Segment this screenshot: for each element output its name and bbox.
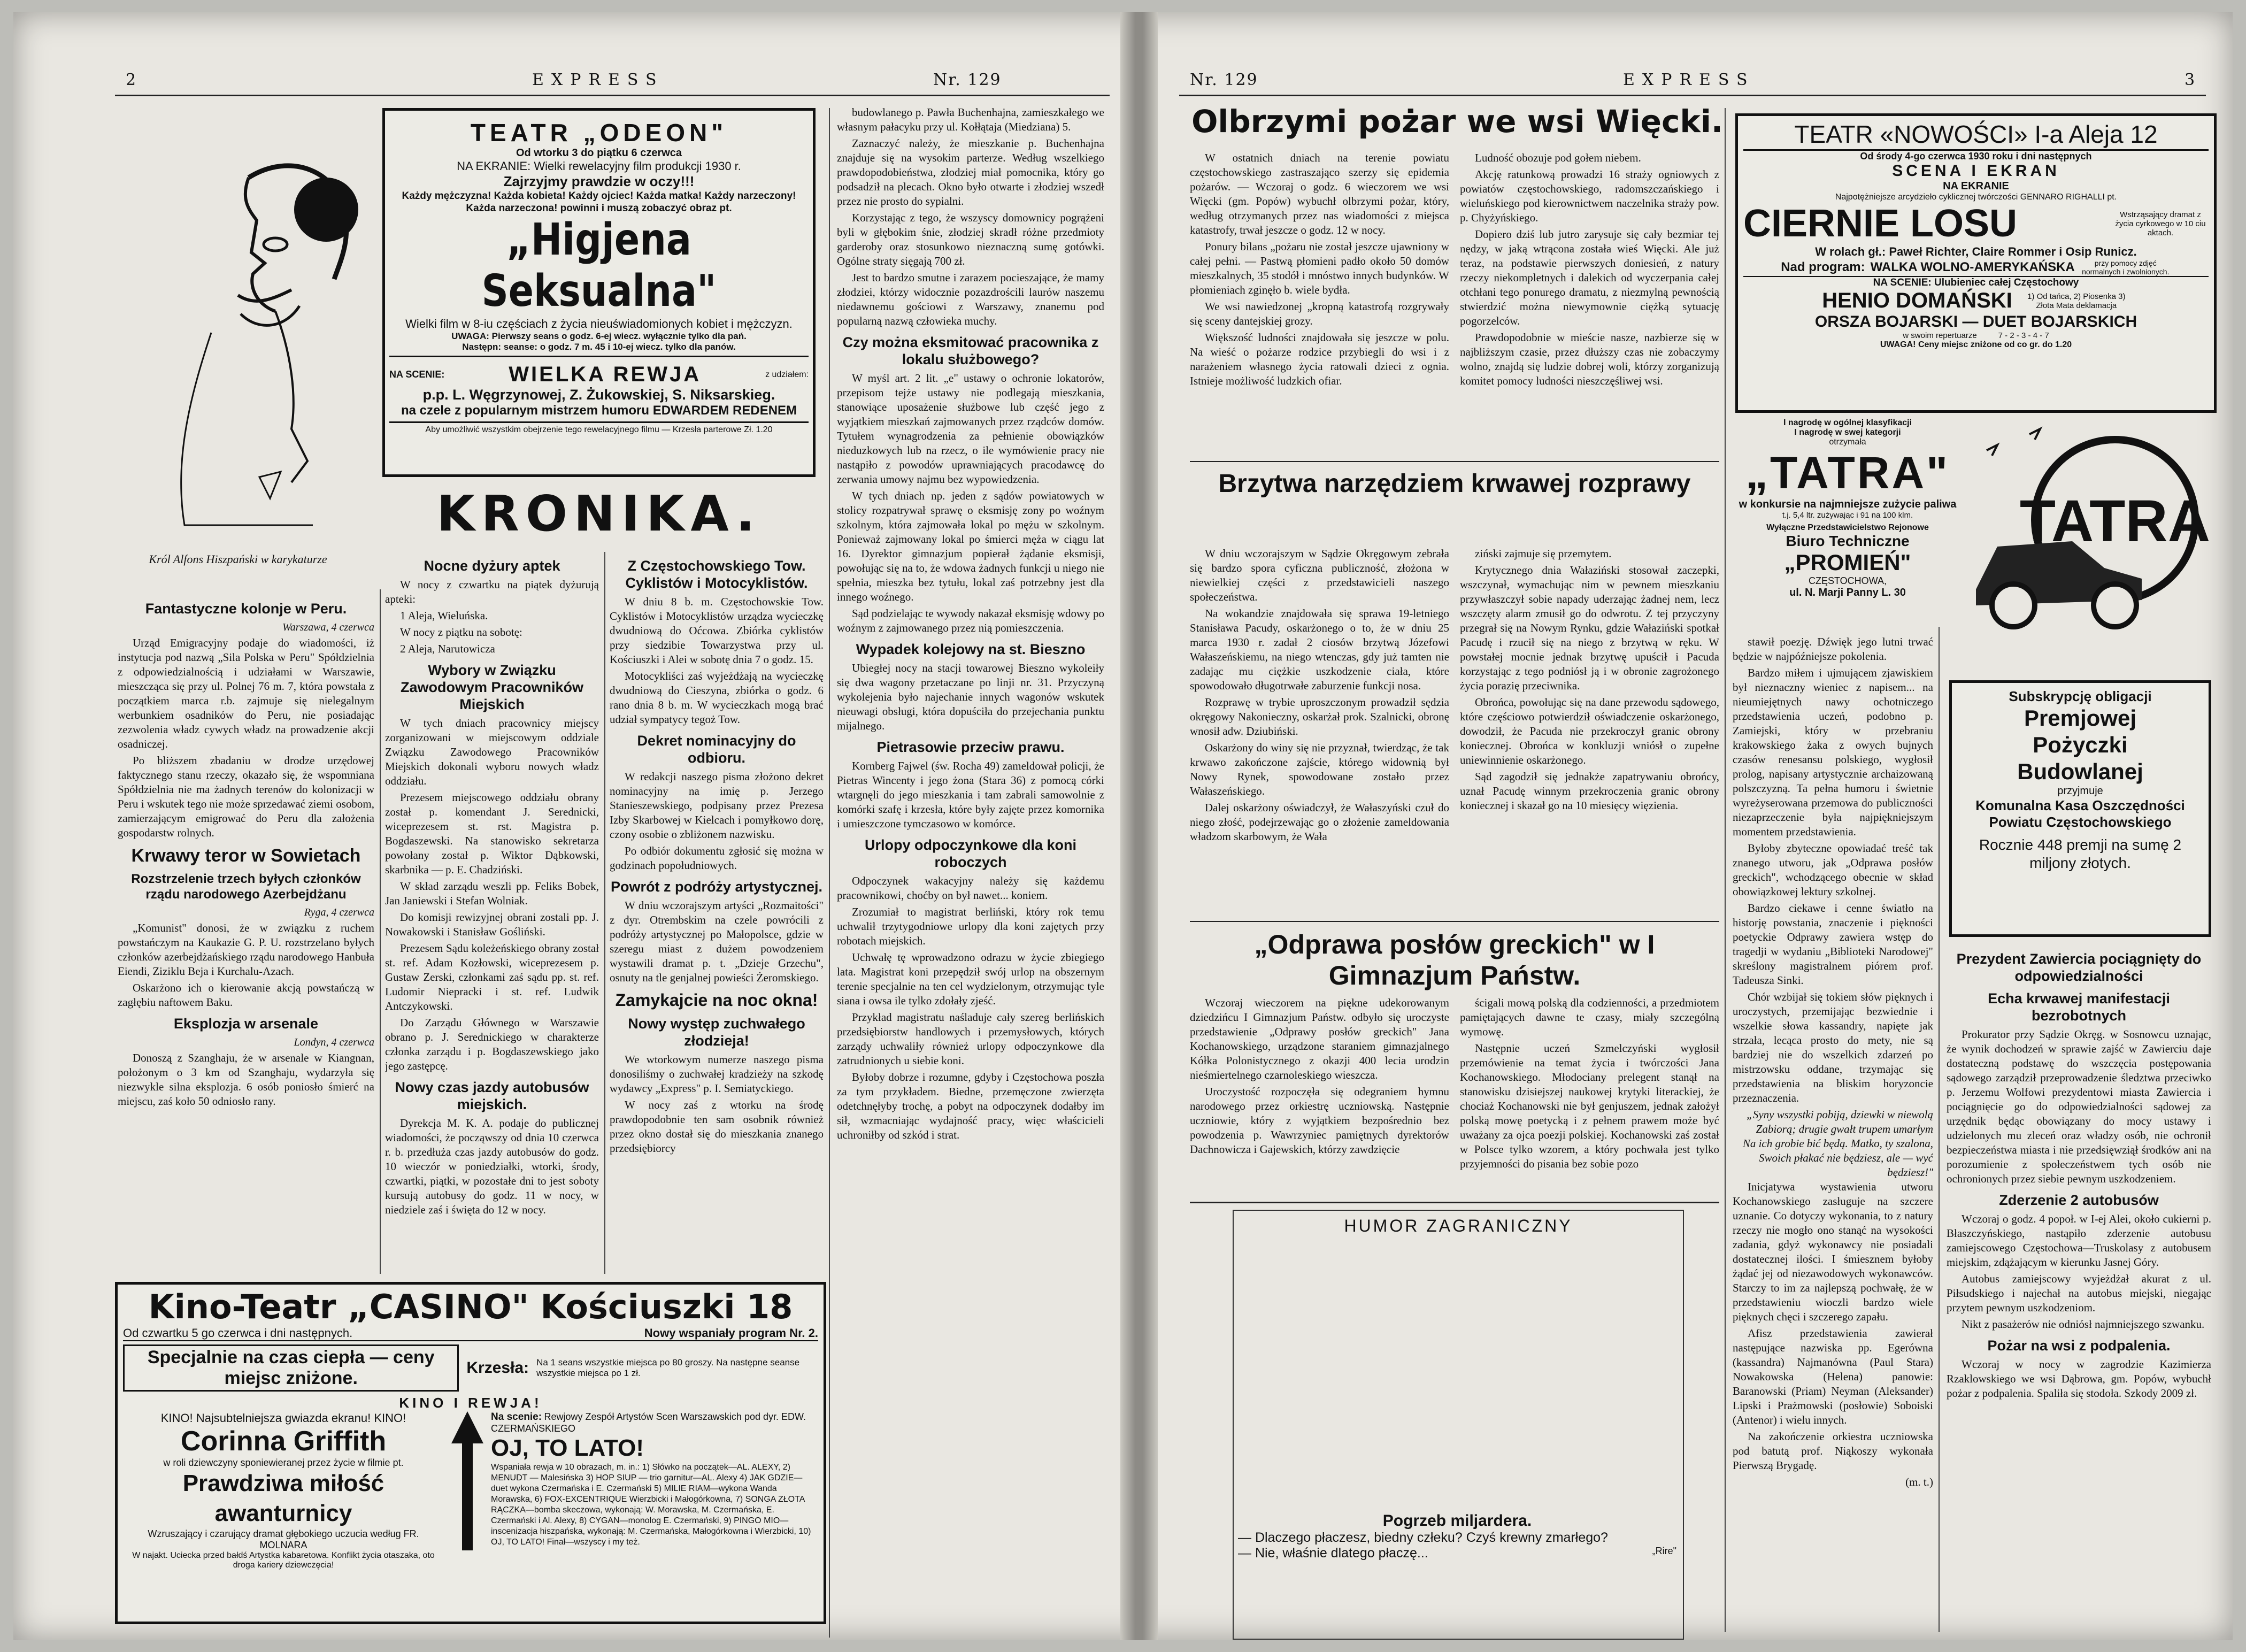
right-news-column	[1947, 945, 2211, 1630]
headline-pietrasowie: Pietrasowie przeciw prawu.	[876, 739, 1065, 755]
zderzenie-paragraph-1: Wczoraj o godz. 4 popoł. w I-ej Alei, około cukierni p. Błaszczyńskiego, nastąpiło zderzenie autobusu zamiejscowego Częstochowa—Truskolasy z autobusem miejskim, zdążającym w kierunku Jasnej Góry.	[1947, 1212, 2211, 1269]
column-rule	[1939, 627, 1940, 1632]
pozar-paragraph-6: Akcję ratunkową prowadzi 16 straży ogniowych z powiatów częstochowskiego, radomszczańskiego i wieluńskiego pod kierownictwem naczelnika straży pow. p. Chyżyńskiego.	[1460, 168, 1719, 224]
obligacje-bank-2: Powiatu Częstochowskiego	[1989, 814, 2172, 830]
nowosci-stage: NA SCENIE: Ulubieniec całej Częstochowy	[1743, 276, 2209, 289]
page-number: 2	[126, 71, 136, 89]
pozar-column-1	[1190, 151, 1449, 450]
tatra-address: ul. N. Marji Panny L. 30	[1789, 587, 1906, 598]
odprawa-paragraph-10: Inicjatywa wystawienia utworu Kochanowskiego zasługuje na szczere uznanie. Co dotyczy wykonania, to z natury rzeczy nie mogło ono stanąć na wysokości zadania, gdyż wykonawcy nie posiadali dostatecznej ilości. I śmiesznem byłoby żądać jej od niezawodowych wykonawców. Starczy to im za najlepszą pochwałę, że w przedstawieniu wioczli bardzo wiele pięknych chęci i szczerego zapału.	[1733, 1180, 1933, 1323]
casino-film-sub: Wzruszający i czarujący dramat głębokiego uczucia według FR. MOLNARA	[148, 1528, 419, 1550]
autobusy-paragraph: Dyrekcja M. K. A. podaje do publicznej wiadomości, że począwszy od dnia 10 czerwca r. b. przedłuża czas jazdy autobusów do godz. 10 wieczór w poniedziałki, wtorki, środy, czwartki, piątki, w pozostałe dni to jest soboty kursują autobusy do godz. 11 w nocy, w niedziele zaś i święta do 12 w nocy.	[385, 1117, 599, 1216]
zamykajcie-paragraph-5: Jest to bardzo smutne i zarazem pocieszające, że mamy złodziei, którzy widocznie pozazdrościli laurów naszemu niedawnemu gościowi z Warszawy, znanemu pod popularną nazwą człowieka muchy.	[837, 271, 1104, 327]
brzytwa-paragraph-6: ziński zajmuje się przemytem.	[1475, 547, 1612, 560]
nowosci-na-ekranie: NA EKRANIE	[1943, 180, 2009, 192]
obligacje-accepts: przyjmuje	[2057, 785, 2103, 797]
page-number: 3	[2185, 71, 2195, 89]
odeon-stage-title: WIELKA REWJA	[509, 363, 702, 386]
odeon-stage-footer: Aby umożliwić wszystkim obejrzenie tego rewelacyjnego filmu — Krzesła parterowe Zł. 1.20	[389, 421, 809, 435]
humor-dialogue-1: — Dlaczego płaczesz, biedny człeku? Czyś krewny zmarłego?	[1238, 1530, 1608, 1545]
odeon-stage-host: na czele z popularnym mistrzem humoru EDWARDEM REDENEM	[401, 403, 797, 418]
prezydent-paragraph: Prokurator przy Sądzie Okręg. w Sosnowcu uznając, że wynik dochodzeń w sprawie zajść w Zawierciu daje dostateczną podstawę do wszczęcia postępowania sądowego zarządził przeprowadzenie śledztwa przeciwko p. Jerzemu Wolfowi prezydentowi miasta Zawiercia i pociągnięcie go do odpowiedzialności sądowej za urzędnik będąc obowiązany do mocy ustawy i udzielonych mu zleceń oraz władzy osób, nie ochronił bezpieczeństwa miasta i nie przedsięwziął środków ani na porozumienie z społeczeństwem tych osób nie ochronionych przez siebie pewnym uszkodzeniem.	[1947, 1028, 2211, 1185]
pozar-paragraph-4: Większość ludności znajdowała się jeszcze w polu. Na wieść o pożarze rodzice przybiegli do wsi i z narażeniem własnego życia ratowali dzieci z ognia. Istnieje możliwość ludzkich ofiar.	[1190, 331, 1449, 387]
column-rule	[1725, 108, 1726, 1632]
humor-box	[1233, 1210, 1684, 1640]
tatra-brand: „TATRA"	[1745, 448, 1950, 498]
nowosci-cast: W rolach gł.: Paweł Richter, Claire Rommer i Osip Runicz.	[1815, 245, 2137, 258]
headline-prezydent-sub: Echa krwawej manifestacji bezrobotnych	[1988, 990, 2170, 1024]
odprawa-paragraph-9: Chór wzbijał się tokiem słów pięknych i uroczystych, przemijając bezwiednie i wszelkie słowa kassandry, napięte jak strzała, lecąca prosto do mety, nie są bardziej nie do wszelkich zdarzeń po mistrzowsku oddane, trzymając się przedstawienia na bliskim horyzoncie przeznaczenia.	[1733, 990, 1933, 1104]
nowosci-duo-sub: w swoim repertuarze	[1903, 331, 1977, 340]
masthead: EXPRESS	[532, 71, 664, 89]
obligacje-name-2: Pożyczki	[2033, 732, 2128, 757]
kronika-title: KRONIKA.	[436, 485, 762, 542]
nowosci-star-side: 1) Od tańca, 2) Piosenka 3) Złota Mata deklamacja	[2027, 291, 2126, 310]
odprawa-signature: (m. t.)	[1905, 1476, 1933, 1488]
odprawa-column-1	[1190, 996, 1449, 1199]
nowosci-dates: Od środy 4-go czerwca 1930 roku i dni następnych	[1860, 151, 2092, 162]
nowosci-star: HENIO DOMAŃSKI	[1822, 289, 2012, 312]
pozar-paragraph-8: Prawdopodobnie w mieście nasze, nazbierze się w najbliższym czasie, przez dłuższy czas nie zobaczymy wolno, znajdą się ludzie dobrej woli, którzy zorganizują komitet pomocy ludności nieszczęśliwej wsi.	[1460, 331, 1719, 387]
obligacje-lead: Subskrypcję obligacji	[2009, 688, 2152, 704]
tatra-bureau: Biuro Techniczne	[1786, 533, 1910, 549]
ad-teatr-nowosci	[1735, 113, 2217, 413]
pozar-column-2	[1460, 151, 1719, 450]
caricature-caption: Król Alfons Hiszpański w karykaturze	[149, 552, 327, 566]
pozar-wies-paragraph: Wczoraj w nocy w zagrodzie Kazimierza Rzaklowskiego we wsi Dąbrowa, gm. Popów, wybuchł pożar z podpalenia. Spaliła się stodoła. Szkody 2009 zł.	[1947, 1358, 2211, 1400]
eksmisja-paragraph-1: W myśl art. 2 lit. „e" ustawy o ochronie lokatorów, przepisom tejże ustawy nie podlegają mieszkania, stanowiące uposażenie służbowe lub część jego z wyjątkiem mieszkań zajmowanych przez rządców domów. Tytułem wynagrodzenia za pełnienie obowiązków nieduzkowych lub na rzecz, o ile wymówienie pracy nie nastąpiło z powodów uprawniających pracodawcę do zerwania umowy najmu bez wypowiedzenia.	[837, 372, 1104, 486]
casino-film-extra: W najakt. Uciecka przed bałdś Artystka kabaretowa. Konflikt życia otaszaka, oto droga kariery dziewczęcia!	[132, 1551, 435, 1570]
issue-number: Nr. 129	[933, 71, 1002, 89]
brzytwa-paragraph-7: Krytycznego dnia Wałaziński stosował zaczepki, wszczynał, wymachując nim w pewnem mieszkaniu przywłaszczył sobie napady uderzając żadnej nem, lecz wszczęty alarm zmusił go do odwrotu. Z tej przyczyny przegrał się na Nowym Rynku, gdzie Wałaziński spotkał Pacudę i rzucił się na niego z brzytwą w ręku. W powstałej mocnie jednak brzytwę upuścił i Pacuda korzystając z tego podniósł ją i w obronie zagrożonego życia porazię przeciwnika.	[1460, 564, 1719, 692]
casino-star: Corinna Griffith	[180, 1426, 387, 1457]
headline-autobusy: Nowy czas jazdy autobusów miejskich.	[395, 1079, 589, 1112]
verse-line-3: Na ich grobie bić będą. Matko, ty szalona,	[1742, 1137, 1933, 1150]
odeon-stage-cast: p.p. L. Węgrzynowej, Z. Żukowskiej, S. Niksarskieg.	[422, 387, 775, 403]
headline-teror-sub: Rozstrzelenie trzech byłych członków rządu narodowego Azerbejdżanu	[131, 872, 361, 902]
odeon-line1: NA EKRANIE: Wielki rewelacyjny film produkcji 1930 r.	[457, 159, 741, 173]
dekret-paragraph-2: Po odbiór dokumentu zgłosić się można w godzinach popołudniowych.	[610, 844, 824, 872]
brzytwa-paragraph-3: Rozprawę w trybie uproszczonym prowadził sędzia okręgowy Nakonieczny, oskarżał prok. Szalnicki, obronę wnosił adw. Dziubiński.	[1190, 696, 1449, 737]
powrot-paragraph: W dniu wczorajszym artyści „Rozmaitości" z dyr. Otrembskim na czele powrócili z podróży artystycznej po Małopolsce, gdzie w szeregu miast z dużem powodzeniem wystawili dramat p. t. „Dzieje Grzechu", osnuty na tle genjalnej powieści Żeromskiego.	[610, 899, 824, 984]
casino-kino: KINO! Najsubtelniejsza gwiazda ekranu! KINO!	[160, 1411, 406, 1425]
zamykajcie-paragraph-2: W nocy zaś z wtorku na środę prawdopodobnie ten sam osobnik również przez okno dostał się do mieszkania znanego przedsiębiorcy	[610, 1098, 824, 1155]
section-rule	[1190, 461, 1719, 462]
tatra-car-logo-image	[1965, 418, 2217, 632]
humor-credit: „Rire"	[1652, 1546, 1676, 1556]
tatra-contest: w konkursie na najmniejsze zużycie paliwa	[1739, 498, 1957, 510]
headline-odprawa: „Odprawa posłów greckich" w I Gimnazjum Państw.	[1254, 929, 1655, 990]
teror-paragraph-2: Oskarżono ich o kierowanie akcją powstańczą w zagłębiu naftowem Baku.	[118, 981, 374, 1009]
headline-cyklisci: Z Częstochowskiego Tow. Cyklistów i Motocyklistów.	[625, 558, 808, 591]
casino-show-desc: Wspaniała rewja w 10 obrazach, m. in.: 1) Słówko na początek—AL. ALEXY, 2) MENUDT — Malesińska 3) HOP SIUP — trio garnitur—AL. Alexy 4) JAK GDZIE—duet wykona Czermańska i E. Czermański 5) MILIE RIAM—wykona Wanda Morawska, 6) FOX-EXCENTRIQUE Wierzbicki i Małogórkowna, 7) SONGA ZŁOTA RĄCZKA—bomba skeczowa, wykonają: W. Morawska, M. Czermańska, E. Czermański i Al. Alexy, 8) CYGAN—monolog E. Czermański, 9) PINGO MIO—inscenizacja hiszpańska, wykonają: M. Czermańska, Małogórkowna i Wierzbicki, 10) OJ, TO LATO! Finał—wszyscy i my też.	[491, 1463, 811, 1547]
odeon-line4: Wielki film w 8-iu częściach z życia nieuświadomionych kobiet i mężczyzn.	[405, 317, 793, 331]
casino-film-desc: w roli dziewczyny sponiewieranej przez życie w filmie pt.	[163, 1457, 404, 1468]
nowosci-film-title: CIERNIE LOSU	[1743, 202, 2018, 245]
humor-dialogue-2: — Nie, właśnie dlatego płaczę...	[1238, 1546, 1428, 1561]
headline-wybory: Wybory w Związku Zawodowym Pracowników Miejskich	[400, 662, 584, 712]
urlopy-paragraph-2: Zrozumiał to magistrat berliński, który rok temu uchwalił trzytygodniowe urlopy dla koni zajętych przy robotach miejskich.	[837, 905, 1104, 947]
nowosci-note: UWAGA! Ceny miejsc zniżone od co gr. do 1.20	[1880, 340, 2072, 349]
left-page	[13, 12, 1120, 1640]
odprawa-paragraph-4: Następnie uczeń Szmelczyński wygłosił przemówienie na temat życia i twórczości Jana Kochanowskiego. Młodociany prelegent stanął na stanowisku dzisiejszej naukowej krytyki literackiej, że chociaż Kochanowski nie był genjuszem, jednak założył polską mowę poetycką i z pełnem prawem może być uważany za ojca poezji polskiej. Kochanowski zaś został w Polsce tylko wzorem, a który pochwała jest tylko przyjemności do pisania bez sobie pozo	[1460, 1042, 1719, 1170]
headline-zamykajcie-sub: Nowy występ zuchwałego złodzieja!	[628, 1016, 805, 1049]
section-rule	[1190, 921, 1719, 922]
odeon-line6: Następn: seanse: o godz. 7 m. 45 i 10-ej wiecz. tylko dla panów.	[389, 342, 809, 357]
arrow-up-icon	[451, 1411, 483, 1550]
column-4	[837, 105, 1104, 1624]
headline-prezydent: Prezydent Zawiercia pociągnięty do odpowiedzialności	[1956, 951, 2202, 984]
zderzenie-paragraph-3: Nikt z pasażerów nie odniósł najmniejszego szwanku.	[1962, 1318, 2205, 1331]
ad-tatra	[1735, 418, 2217, 632]
casino-film-title: Prawdziwa miłość awanturnicy	[182, 1470, 384, 1526]
pozar-paragraph-3: We wsi nawiedzonej „kropną katastrofą rozgrywały się sceny dantejskiej grozy.	[1190, 300, 1449, 327]
tatra-consumption: t.j. 5,4 ltr. zużywając i 91 na 100 klm.	[1782, 511, 1913, 520]
wypadek-paragraph: Ubiegłej nocy na stacji towarowej Bieszno wykoleiły się dwa wagony przetaczane po linji nr. 31. Przyczyną wykolejenia było najechanie innych wagonów wskutek nieuwagi obsługi, która dopuściła do przejechania punktu mijalnego.	[837, 662, 1104, 732]
wybory-paragraph-1: W tych dniach pracownicy miejscy zorganizowani w miejscowym oddziale Związku Zawodowego Pracowników Miejskich dokonali wyboru nowych władz oddziału.	[385, 717, 599, 787]
brzytwa-paragraph-8: Obrońca, powołując się na dane przewodu sądowego, które częściowo potwierdził oświadczenie oskarżonego, dowodził, że Pacuda nie przekroczył granic obrony koniecznej. Obrońca w konkluzji wniósł o zupełne uniewinnienie oskarżonego.	[1460, 696, 1719, 766]
odprawa-continued-column	[1733, 635, 1933, 1630]
headline-urlopy: Urlopy odpoczynkowe dla koni roboczych	[864, 837, 1077, 870]
tatra-company: „PROMIEŃ"	[1784, 550, 1911, 575]
zamykajcie-paragraph-4: Korzystając z tego, że wszyscy domownicy pogrążeni byli w głębokim śnie, złodziej skradł różne przedmioty garderoby oraz stosunkowo nieznaczną sumę gotówki. Ogólne straty sięgają 700 zł.	[837, 211, 1104, 267]
nowosci-duo-side: 7 - 2 - 3 - 4 - 7	[1998, 331, 2049, 340]
wybory-paragraph-6: Do Zarządu Głównego w Warszawie obrano p. J. Serednickiego w charakterze członka zarządu i p. Bogdaszewskiego jako jego zastępcę.	[385, 1016, 599, 1072]
casino-chairs-label: Krzesła:	[466, 1359, 529, 1377]
pozar-paragraph-7: Dopiero dziś lub jutro zarysuje się cały bezmiar tej nędzy, w jaką wtrącona została wieś Więcki. Ale już teraz, na podstawie pierwszych doniesień, z natury rzeczy niekompletnych i dalekich od wyczerpania całej otchłani tego ponurego dramatu, z niezmylną pewnością stwierdzić można niewymownie ciężką sytuację pogorzelców.	[1460, 228, 1719, 327]
eksmisja-paragraph-3: Sąd podzielając te wywody nakazał eksmisję wdowy po woźnym z zajmowanego przez nią pomieszczenia.	[837, 607, 1104, 634]
urlopy-paragraph-5: Byłoby dobrze i rozumne, gdyby i Częstochowa poszła za tym przykładem. Biedne, przemęczone zwierzęta odetchnęłyby trochę, a pobyt na odpoczynek dodałby im sił, wzmacniając wydajność pracy, więc właścicieli uchroniłby od szkód i strat.	[837, 1071, 1104, 1141]
nowosci-lead: Najpotężniejsze arcydzieło cyklicznej twórczości GENNARO RIGHALLI pt.	[1835, 193, 2117, 202]
urlopy-paragraph-3: Uchwałę tę wprowadzono odrazu w życie zbiegiego lata. Magistrat koni przepędził swój urlop na obszernym terenie specjalnie na ten cel wydzielonym, otrzymując tyle siana i owsa ile tylko zdołały zjeść.	[837, 951, 1104, 1007]
ad-obligacje	[1949, 680, 2211, 937]
pozar-paragraph-1: W ostatnich dniach na terenie powiatu częstochowskiego zastraszająco szerzy się epidemia pożarów. — Wczoraj o godz. 6 wieczorem we wsi Więcki (gm. Popów) wybuchł olbrzymi pożar, który, według otrzymanych przez nas wiadomości z miejsca katastrofy, trwał jeszcze o godz. 12 w nocy.	[1190, 151, 1449, 236]
urlopy-paragraph-4: Przykład magistratu naśladuje cały szereg berlińskich przedsiębiorstw handlowych i przemysłowych, których zarządy uchwaliły również urlopy odpoczynkowe dla zatrudnionych u siebie koni.	[837, 1011, 1104, 1067]
wybory-paragraph-3: W skład zarządu weszli pp. Feliks Bobek, Jan Janiewski i Stefan Wolniak.	[385, 880, 599, 907]
headline-pozar: Olbrzymi pożar we wsi Więcki.	[1191, 103, 1723, 140]
casino-stage-label: Na scenie:	[491, 1411, 542, 1423]
headline-apteki: Nocne dyżury aptek	[424, 558, 560, 574]
dateline-londyn: Londyn, 4 czerwca	[294, 1036, 374, 1048]
column-3	[610, 552, 824, 1274]
nowosci-title: TEATR «NOWOŚCI» I-a Aleja 12	[1743, 119, 2209, 151]
masthead: EXPRESS	[1623, 71, 1755, 89]
verse-line-1: „Syny wszystki pobiją, dziewki w niewolą	[1747, 1108, 1933, 1121]
pozar-paragraph-2: Ponury bilans „pożaru nie został jeszcze ujawniony w całej pełni. — Pastwą płomieni padło około 50 domów mieszkalnych, 35 stodół i mnóstwo innych budynków. W płomieniach zginęło b. wiele bydła.	[1190, 240, 1449, 296]
headline-eksmisja: Czy można eksmitować pracownika z lokalu służbowego?	[842, 334, 1099, 367]
headline-zamykajcie: Zamykajcie na noc okna!	[615, 990, 818, 1010]
tatra-award-2: I nagrodę w swej kategorji	[1794, 428, 1901, 437]
odprawa-paragraph-2: Uroczystość rozpoczęła się odegraniem hymnu narodowego przez orkiestrę uczniowską. Następnie uczniowie, który z wyjątkiem bezpośrednio bez powodzenia p. Wawrzyniec pamiętnych dyrektorów Dachnowicza i Gajewskich, którzy zawdzięcie	[1190, 1085, 1449, 1156]
headline-powrot: Powrót z podróży artystycznej.	[610, 879, 823, 895]
odprawa-paragraph-3: ścigali mową polską dla codzienności, a przedmiotem pamiętających dawne te czasy, miały szczególną wymowę.	[1460, 996, 1719, 1038]
header-rule	[1179, 95, 2206, 96]
teror-paragraph-1: „Komunist" donosi, że w związku z ruchem powstańczym na Kaukazie G. P. U. rozstrzelano byłych członków azerbejdżańskiego rządu narodowego Hanbuła Eiendi, Ziziklu Beja i Kurchalu-Azach.	[118, 921, 374, 978]
column-rule	[380, 589, 381, 1274]
nowosci-program-side: przy pomocy zdjęć normalnych i zwolnionych.	[2082, 259, 2170, 276]
tatra-city: CZĘSTOCHOWA,	[1808, 575, 1887, 586]
casino-special: Specjalnie na czas ciepła — ceny miejsc zniżone.	[123, 1344, 459, 1392]
tatra-award-3: otrzymała	[1829, 437, 1866, 447]
humor-caption-title: Pogrzeb miljardera.	[1382, 1512, 1532, 1530]
headline-teror: Krwawy teror w Sowietach	[131, 846, 361, 866]
section-rule	[1190, 1202, 1719, 1203]
odeon-stage-label: NA SCENIE:	[389, 369, 445, 380]
zamykajcie-paragraph-1: We wtorkowym numerze naszego pisma donosiliśmy o zuchwałej kradzieży na szkodę wydawcy „Express" p. I. Semiatyckiego.	[610, 1053, 824, 1095]
headline-zderzenie: Zderzenie 2 autobusów	[1999, 1192, 2159, 1208]
header-rule	[115, 95, 1110, 96]
brzytwa-paragraph-9: Sąd zagodził się jednakże zapatrywaniu obrońcy, uznał Pacudę winnym przekroczenia granic obrony koniecznej i skazał go na 10 miesięcy więzienia.	[1460, 770, 1719, 812]
odeon-stage-with: z udziałem:	[765, 370, 809, 379]
obligacje-bank-1: Komunalna Kasa Oszczędności	[1975, 797, 2185, 813]
nowosci-duo: ORSZA BOJARSKI — DUET BOJARSKICH	[1814, 313, 2137, 331]
eksplozja-paragraph: Donoszą z Szanghaju, że w arsenale w Kiangnan, położonym o 3 km od Szanghaju, wydarzyła się niezwykle silna eksplozja. 6 osób poniosło śmierć na miejscu, zaś koło 50 odniosło rany.	[118, 1051, 374, 1108]
wybory-paragraph-2: Prezesem miejscowego oddziału obrany został p. komendant J. Serednicki, wiceprezesem st. rst. Magistra p. Bogdaszewski. Na stanowisko sekretarza powołany został p. Wiktor Dąbkowski, skarbnika — p. E. Chadziński.	[385, 791, 599, 876]
newspaper-spread	[13, 12, 2233, 1640]
casino-stage: Rewjowy Zespół Artystów Scen Warszawskich pod dyr. EDW. CZERMAŃSKIEGO	[491, 1411, 806, 1434]
tatra-logo-text: TATRA	[2019, 488, 2211, 554]
odprawa-column-2	[1460, 996, 1719, 1199]
zamykajcie-paragraph-3: Zaznaczyć należy, że mieszkanie p. Buchenhajna znajduje się na wysokim parterze. Według wszelkiego prawdopodobieństwa, złodziej miał pomocnika, który go podsadził na plecach. Okno było otwarte i złodziej wszedł przez nie prosto do sypialni.	[837, 137, 1104, 208]
tatra-award-1: I nagrodę w ogólnej klasyfikacji	[1783, 418, 1912, 427]
headline-brzytwa: Brzytwa narzędziem krwawej rozprawy	[1218, 470, 1691, 498]
headline-eksplozja: Eksplozja w arsenale	[173, 1016, 319, 1032]
apteki-paragraph-1: W nocy z czwartku na piątek dyżurują apteki:	[385, 578, 599, 605]
zderzenie-paragraph-2: Autobus zamiejscowy wyjeżdżał akurat z ul. Piłsudskiego i najechał na autobus miejski, niegając przytem pewnym uszkodzeniom.	[1947, 1272, 2211, 1314]
headline-dekret: Dekret nominacyjny do odbioru.	[637, 733, 796, 766]
verse-line-2: Zabiorą; drugie gwałt trupem umarłym	[1756, 1123, 1933, 1135]
pietrasowie-paragraph: Kornberg Fajwel (św. Rocha 49) zameldował policji, że Pietras Wincenty i jego żona (Stara 36) z pomocą córki wtargnęli do jego mieszkania i tam zabrali samowolnie z komórki szafę i krzesła, które były zajęte przez komornika i umieszczone tymczasowo w komórce.	[837, 759, 1104, 830]
headline-pozar-wies: Pożar na wsi z podpalenia.	[1987, 1338, 2171, 1354]
eksmisja-paragraph-2: W tych dniach np. jeden z sądów powiatowych w stolicy rozpatrywał sprawę o eksmisję zony po woźnym szkolnym, która zajmowała lokal po mężu w szkolnym. Ponieważ zajmowany lokal po śmierci męża w ciągu lat 16. Dyrektor gimnazjum popierał żądanie eksmisji, powołując się na to, że wdowa żadnych funkcji u niego nie spełnia, mieszka bez tytułu, lokal zaś potrzebny jest dla innego woźnego.	[837, 489, 1104, 603]
verse-line-4: Swoich płakać nie będziesz, ale — wyć będziesz!"	[1758, 1151, 1933, 1179]
humor-title: HUMOR ZAGRANICZNY	[1344, 1216, 1573, 1235]
dekret-paragraph-1: W redakcji naszego pisma złożono dekret nominacyjny na imię p. Jerzego Stanieszewskiego, podpisany przez Prezesa Izby Skarbowej w Kielcach i pomyłkowo dorę, czony osobie o zbliżonem nazwisku.	[610, 770, 824, 841]
ad-kino-casino	[115, 1282, 826, 1624]
issue-number: Nr. 129	[1190, 71, 1258, 89]
column-rule	[604, 552, 605, 1274]
page-gutter	[1120, 12, 1158, 1640]
nowosci-film-side: Wstrząsający dramat z życia cyrkowego w 10 ciu aktach.	[2115, 210, 2206, 237]
obligacje-yearly: Rocznie 448 premji na sumę 2 miljony złotych.	[1979, 836, 2182, 871]
casino-dates: Od czwartku 5 go czerwca i dni następnych.	[123, 1326, 353, 1340]
dateline-ryga: Ryga, 4 czerwca	[304, 906, 374, 918]
casino-show-title: OJ, TO LATO!	[491, 1435, 644, 1461]
brzytwa-column-1	[1190, 547, 1449, 921]
odprawa-paragraph-1: Wczoraj wieczorem na piękne udekorowanym dziedzińcu I Gimnazjum Państw. odbyło się uroczyste przedstawienie „Odprawy posłów greckich" Jana Kochanowskiego, urządzone staraniem gimnazjalnego Kółka Polonistycznego z okazji 400 lecia urodzin nieśmiertelnego czarnoleskiego wieszcza.	[1190, 996, 1449, 1081]
casino-title: Kino-Teatr „CASINO" Kościuszki 18	[148, 1287, 793, 1326]
humor-caption	[1238, 1512, 1676, 1561]
brzytwa-paragraph-5: Dalej oskarżony oświadczył, że Wałaszyński czuł do niego złość, podejrzewając go o złożenie zameldowania władzom skarbowym, że Wała	[1190, 801, 1449, 843]
pozar-paragraph-5: Ludność obozuje pod gołem niebem.	[1475, 151, 1641, 164]
casino-program: Nowy wspaniały program Nr. 2.	[644, 1326, 818, 1340]
odeon-dates: Od wtorku 3 do piątku 6 czerwca	[516, 147, 682, 159]
king-alfonso-caricature-image	[115, 129, 372, 552]
odeon-line5: UWAGA: Pierwszy seans o godz. 6-ej wiecz. wyłącznie tylko dla pań.	[451, 331, 747, 341]
kolonie-paragraph-1: Urząd Emigracyjny podaje do wiadomości, iż instytucja pod nazwą „Sila Polska w Peru" Spółdzielnia z odpowiedzialnością i udziałami w Warszawie, mieszcząca się przy ul. Polnej 76 m. 7, która powstała z początkiem marca r.b. zajmuje się nielegalnym werbunkiem osadników do Peru, nie posiadając zezwolenia władz cywych władz na prowadzenie akcji osadniczej.	[118, 636, 374, 750]
right-page	[1158, 12, 2233, 1640]
brzytwa-column-2	[1460, 547, 1719, 921]
casino-chairs: Na 1 seans wszystkie miejsca po 80 groszy. Na następne seanse wszystkie miejsca po 1 zł.	[536, 1357, 800, 1378]
headline-kolonie: Fantastyczne kolonje w Peru.	[145, 601, 347, 617]
cyklisci-paragraph-2: Motocykliści zaś wyjeżdżają na wycieczkę dwudniową do Cieszyna, zbiórka o godz. 6 rano dnia 8 b. m. W wycieczkach mogą brać udział sympatycy tegoż Tow.	[610, 670, 824, 726]
odeon-line2: Zajrzyjmy prawdzie w oczy!!!	[503, 173, 695, 189]
odeon-line3: Każdy mężczyzna! Każda kobieta! Każdy ojciec! Każda matka! Każdy narzeczony! Każda narzeczona! powinni i muszą zobaczyć obraz pt.	[402, 190, 796, 214]
urlopy-paragraph-1: Odpoczynek wakacyjny należy się każdemu pracownikowi, choćby on był nawet... koniem.	[837, 874, 1104, 902]
odprawa-paragraph-12: Na zakończenie orkiestra uczniowska pod batutą prof. Niąkoszy wykonała Pierwszą Brygadę.	[1733, 1430, 1933, 1472]
wybory-paragraph-5: Prezesem Sądu koleżeńskiego obrany został st. ref. Adam Kozłowski, wiceprezesem p. Gustaw Zerski, członkami zaś sądu pp. st. ref. Ludomir Niepracki i st. ref. Ludwik Antczykowski.	[385, 942, 599, 1012]
odeon-title: TEATR „ODEON"	[470, 119, 728, 147]
odeon-film-title: „Higjena Seksualna"	[481, 214, 717, 317]
dateline-warszawa: Warszawa, 4 czerwca	[282, 621, 374, 633]
column-2	[385, 552, 599, 1274]
nowosci-program-label: Nad program:	[1781, 260, 1865, 274]
apteki-item-1: 1 Aleja, Wieluńska.	[400, 609, 488, 622]
casino-kino-rewja: KINO I REWJA!	[399, 1395, 542, 1411]
tatra-representation: Wyłączne Przedstawicielstwo Rejonowe	[1766, 523, 1929, 532]
headline-wypadek: Wypadek kolejowy na st. Bieszno	[856, 641, 1086, 657]
kolonie-paragraph-2: Po bliższem zbadaniu w drodze urzędowej faktycznego stanu rzeczy, okazało się, że wspomniana Spółdzielnia nie ma żadnych terenów do kolonizacji w Peru i wskutek tego nie może sprzedawać ziemi osobom, zamierzającym emigrować do Peru dla założenia gospodarstw rolnych.	[118, 754, 374, 839]
ad-teatr-odeon	[382, 108, 816, 477]
obligacje-name-1: Premjowej	[2024, 705, 2137, 731]
apteki-paragraph-2: W nocy z piątku na sobotę:	[400, 626, 522, 639]
obligacje-name-3: Budowlanej	[2017, 759, 2143, 784]
apteki-item-2: 2 Aleja, Narutowicza	[400, 642, 495, 655]
odprawa-paragraph-6: Bardzo miłem i ujmującem zjawiskiem był nieznaczny wieniec z napisem... na nieumiejętnych nawy ochotniczego przedstawienia uczeń, podobno p. Zamiejski, który w przebraniu krakowskiego żaka z owych bujnych czasów renesansu polskiego, wygłosił prolog, napisany artystycznie archaizowaną polszczyzną. Ta pełna humoru i świetnie wyreżyserowana przemowa do publiczności niezaprzeczenie była najpiękniejszym momentem przedstawienia.	[1733, 666, 1933, 838]
odprawa-paragraph-7: Byłoby zbyteczne opowiadać treść tak znanego utworu, jak „Odprawa posłów greckich", wchodzącego obecnie w skład obowiązkowej lektury szkolnej.	[1733, 842, 1933, 898]
column-rule	[829, 108, 830, 1638]
zamykajcie-continued: budowlanego p. Pawła Buchenhajna, zamieszkałego we własnym pałacyku przy ul. Kołłątaja (Miedziana) 5.	[837, 106, 1104, 133]
wybory-paragraph-4: Do komisji rewizyjnej obrani zostali pp. J. Nowakowski i Stanisław Gośliński.	[385, 911, 599, 938]
odprawa-paragraph-8: Bardzo ciekawe i cenne światło na historję powstania, znaczenie i piękności poetyckie Odprawy zawiera wstęp do tragedji w wydaniu „Biblioteki Narodowej" skreślony magistralnem piórem prof. Tadeusza Sinki.	[1733, 902, 1933, 987]
nowosci-scena: SCENA I EKRAN	[1892, 162, 2060, 180]
odprawa-paragraph-5: stawił poezję. Dźwięk jego lutni trwać będzie w najpóźniejsze pokolenia.	[1733, 635, 1933, 663]
odprawa-paragraph-11: Afisz przedstawienia zawierał następujące nazwiska pp. Egerówna (kassandra) Najmanówna (Paul Stara) Nowakowska (Helena) panowie: Baranowski (Priam) Neyman (Aleksander) Lipski i Prażmowski (posłowie) Soboiski (Antenor) i wielu innych.	[1733, 1327, 1933, 1426]
brzytwa-paragraph-1: W dniu wczorajszym w Sądzie Okręgowym zebrała się bardzo spora cyficzna publiczność, złożona w niewielkiej części z przedstawicieli naszego społeczeństwa.	[1190, 547, 1449, 603]
brzytwa-paragraph-2: Na wokandzie znajdowała się sprawa 19-letniego Stanisława Pacudy, oskarżonego o to, że w dniu 25 marca 1930 r. zadał 2 ciosów brzytwą Józefowi Wałaszeńskiemu, na niego wtenczas, gdy już tamten nie zadając mu ciężkie uszkodzenie ciała, które spowodowało długotrwałe zaburzenie funkcji nosa.	[1190, 607, 1449, 692]
brzytwa-paragraph-4: Oskarżony do winy się nie przyznał, twierdząc, że tak krwawo zakończone zajście, którego widownią był Nowy Rynek, spowodowane zostało przez Wałaszeńskiego.	[1190, 741, 1449, 797]
column-1	[118, 595, 374, 1279]
cyklisci-paragraph-1: W dniu 8 b. m. Częstochowskie Tow. Cyklistów i Motocyklistów urządza wycieczkę dwudniową do Oćcowa. Zbiórka cyklistów przy siedzibie Towarzystwa przy ul. Kościuszki i Alei w sobotę dnia 7 o godz. 15.	[610, 595, 824, 666]
nowosci-program: WALKA WOLNO-AMERYKAŃSKA	[1870, 260, 2075, 274]
